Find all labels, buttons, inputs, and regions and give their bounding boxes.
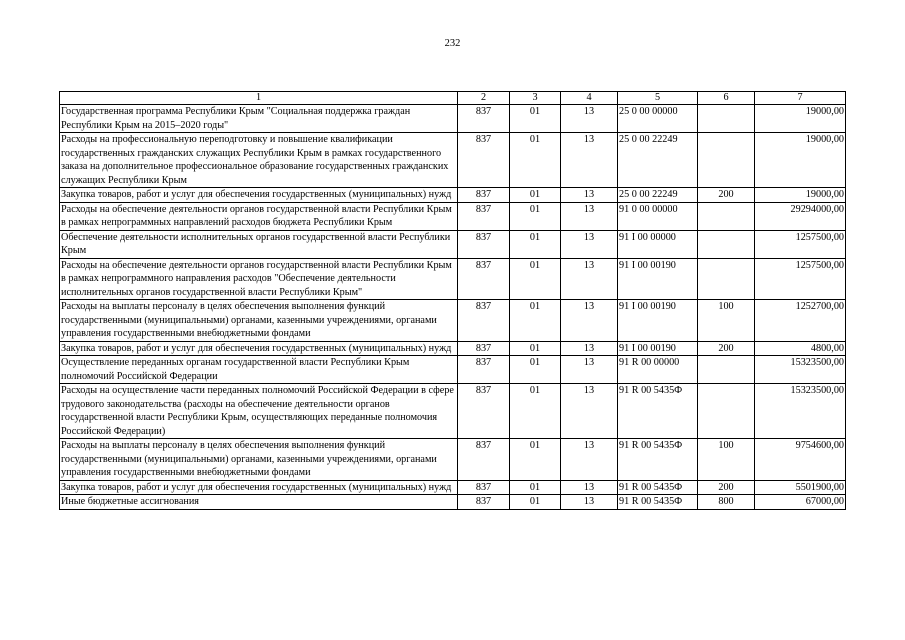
row-section-code: 01 <box>510 341 561 356</box>
row-subsection-code: 13 <box>561 300 618 342</box>
table-header <box>60 92 846 105</box>
row-grbs-code: 837 <box>458 105 510 133</box>
row-sum: 29294000,00 <box>755 202 846 230</box>
column-header-subsection: 4 <box>561 92 618 105</box>
row-sum: 15323500,00 <box>755 384 846 439</box>
budget-table <box>59 91 846 510</box>
row-section-code: 01 <box>510 105 561 133</box>
row-name: Расходы на обеспечение деятельности органов государственной власти Республики Крым в рамках непрограммных направлений расходов бюджета Республики Крым <box>60 202 458 230</box>
table-row <box>60 495 846 510</box>
row-expense-type <box>698 230 755 258</box>
row-name: Расходы на профессиональную переподготовку и повышение квалификации государственных гражданских служащих Республики Крым в рамках государственного заказа на дополнительное профессиональное образование государственных гражданских служащих Республики Крым <box>60 133 458 188</box>
row-sum: 15323500,00 <box>755 356 846 384</box>
row-expense-type: 100 <box>698 300 755 342</box>
row-sum: 1257500,00 <box>755 258 846 300</box>
row-subsection-code: 13 <box>561 202 618 230</box>
header-row <box>60 92 846 105</box>
row-subsection-code: 13 <box>561 356 618 384</box>
row-subsection-code: 13 <box>561 341 618 356</box>
page-number: 232 <box>444 38 461 49</box>
row-expense-type <box>698 258 755 300</box>
row-subsection-code: 13 <box>561 188 618 203</box>
row-section-code: 01 <box>510 188 561 203</box>
table-body <box>60 105 846 510</box>
row-name: Расходы на выплаты персоналу в целях обеспечения выполнения функций государственными (муниципальными) органами, казенными учреждениями, органами управления государственными внебюджетными фондами <box>60 439 458 481</box>
row-target-article: 91 R 00 5435Ф <box>618 439 698 481</box>
row-target-article: 25 0 00 22249 <box>618 133 698 188</box>
row-name: Закупка товаров, работ и услуг для обеспечения государственных (муниципальных) нужд <box>60 341 458 356</box>
row-target-article: 91 R 00 5435Ф <box>618 384 698 439</box>
row-subsection-code: 13 <box>561 480 618 495</box>
table-row <box>60 202 846 230</box>
row-section-code: 01 <box>510 258 561 300</box>
row-subsection-code: 13 <box>561 105 618 133</box>
row-grbs-code: 837 <box>458 300 510 342</box>
table-row <box>60 105 846 133</box>
table-row <box>60 133 846 188</box>
row-subsection-code: 13 <box>561 258 618 300</box>
row-expense-type: 200 <box>698 480 755 495</box>
row-name: Расходы на выплаты персоналу в целях обеспечения выполнения функций государственными (муниципальными) органами, казенными учреждениями, органами управления государственными внебюджетными фондами <box>60 300 458 342</box>
row-expense-type: 100 <box>698 439 755 481</box>
row-grbs-code: 837 <box>458 230 510 258</box>
row-expense-type <box>698 202 755 230</box>
row-sum: 1257500,00 <box>755 230 846 258</box>
row-target-article: 91 I 00 00000 <box>618 230 698 258</box>
column-header-sum: 7 <box>755 92 846 105</box>
row-target-article: 25 0 00 22249 <box>618 188 698 203</box>
row-subsection-code: 13 <box>561 133 618 188</box>
row-grbs-code: 837 <box>458 439 510 481</box>
row-grbs-code: 837 <box>458 258 510 300</box>
row-section-code: 01 <box>510 230 561 258</box>
table-row <box>60 356 846 384</box>
row-name: Иные бюджетные ассигнования <box>60 495 458 510</box>
row-expense-type: 800 <box>698 495 755 510</box>
row-section-code: 01 <box>510 495 561 510</box>
row-name: Обеспечение деятельности исполнительных органов государственной власти Республики Крым <box>60 230 458 258</box>
row-subsection-code: 13 <box>561 439 618 481</box>
table-row <box>60 258 846 300</box>
row-sum: 19000,00 <box>755 105 846 133</box>
column-header-name: 1 <box>60 92 458 105</box>
row-name: Закупка товаров, работ и услуг для обеспечения государственных (муниципальных) нужд <box>60 480 458 495</box>
table-row <box>60 384 846 439</box>
row-sum: 19000,00 <box>755 188 846 203</box>
table-row <box>60 341 846 356</box>
column-header-expense-type: 6 <box>698 92 755 105</box>
column-header-grbs: 2 <box>458 92 510 105</box>
table-row <box>60 480 846 495</box>
row-grbs-code: 837 <box>458 202 510 230</box>
row-grbs-code: 837 <box>458 480 510 495</box>
row-section-code: 01 <box>510 356 561 384</box>
row-grbs-code: 837 <box>458 188 510 203</box>
row-section-code: 01 <box>510 300 561 342</box>
row-sum: 9754600,00 <box>755 439 846 481</box>
row-sum: 5501900,00 <box>755 480 846 495</box>
row-expense-type <box>698 105 755 133</box>
row-section-code: 01 <box>510 133 561 188</box>
row-target-article: 91 I 00 00190 <box>618 300 698 342</box>
row-grbs-code: 837 <box>458 356 510 384</box>
row-target-article: 91 I 00 00190 <box>618 258 698 300</box>
row-expense-type: 200 <box>698 341 755 356</box>
row-grbs-code: 837 <box>458 341 510 356</box>
column-header-section: 3 <box>510 92 561 105</box>
row-subsection-code: 13 <box>561 230 618 258</box>
row-sum: 4800,00 <box>755 341 846 356</box>
row-expense-type <box>698 384 755 439</box>
table-row <box>60 439 846 481</box>
row-grbs-code: 837 <box>458 384 510 439</box>
row-target-article: 25 0 00 00000 <box>618 105 698 133</box>
row-expense-type <box>698 356 755 384</box>
row-sum: 67000,00 <box>755 495 846 510</box>
row-name: Закупка товаров, работ и услуг для обеспечения государственных (муниципальных) нужд <box>60 188 458 203</box>
row-grbs-code: 837 <box>458 495 510 510</box>
row-target-article: 91 R 00 00000 <box>618 356 698 384</box>
row-name: Расходы на обеспечение деятельности органов государственной власти Республики Крым в рамках непрограммного направления расходов "Обеспечение деятельности исполнительных органов государственной власти Республики Крым" <box>60 258 458 300</box>
row-target-article: 91 R 00 5435Ф <box>618 495 698 510</box>
column-header-target-article: 5 <box>618 92 698 105</box>
table-row <box>60 188 846 203</box>
row-section-code: 01 <box>510 439 561 481</box>
row-target-article: 91 I 00 00190 <box>618 341 698 356</box>
row-grbs-code: 837 <box>458 133 510 188</box>
row-name: Расходы на осуществление части переданных полномочий Российской Федерации в сфере трудового законодательства (расходы на обеспечение деятельности органов государственной власти Республики Крым, осуществляющих переданные полномочия Российской Федерации) <box>60 384 458 439</box>
row-target-article: 91 0 00 00000 <box>618 202 698 230</box>
row-target-article: 91 R 00 5435Ф <box>618 480 698 495</box>
table-row <box>60 230 846 258</box>
row-section-code: 01 <box>510 202 561 230</box>
row-expense-type <box>698 133 755 188</box>
row-subsection-code: 13 <box>561 384 618 439</box>
row-sum: 19000,00 <box>755 133 846 188</box>
row-section-code: 01 <box>510 480 561 495</box>
row-expense-type: 200 <box>698 188 755 203</box>
row-subsection-code: 13 <box>561 495 618 510</box>
table-row <box>60 300 846 342</box>
row-section-code: 01 <box>510 384 561 439</box>
row-name: Осуществление переданных органам государственной власти Республики Крым полномочий Российской Федерации <box>60 356 458 384</box>
row-name: Государственная программа Республики Крым "Социальная поддержка граждан Республики Крым на 2015–2020 годы" <box>60 105 458 133</box>
row-sum: 1252700,00 <box>755 300 846 342</box>
